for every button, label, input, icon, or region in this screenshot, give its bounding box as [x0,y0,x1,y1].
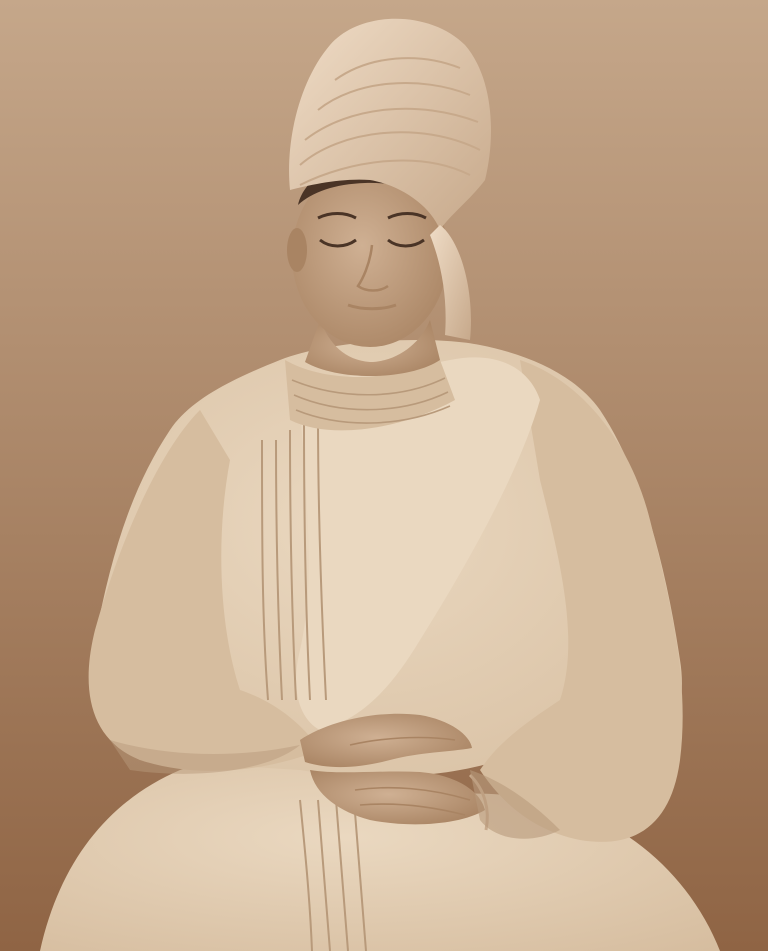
ear-left [287,228,307,272]
